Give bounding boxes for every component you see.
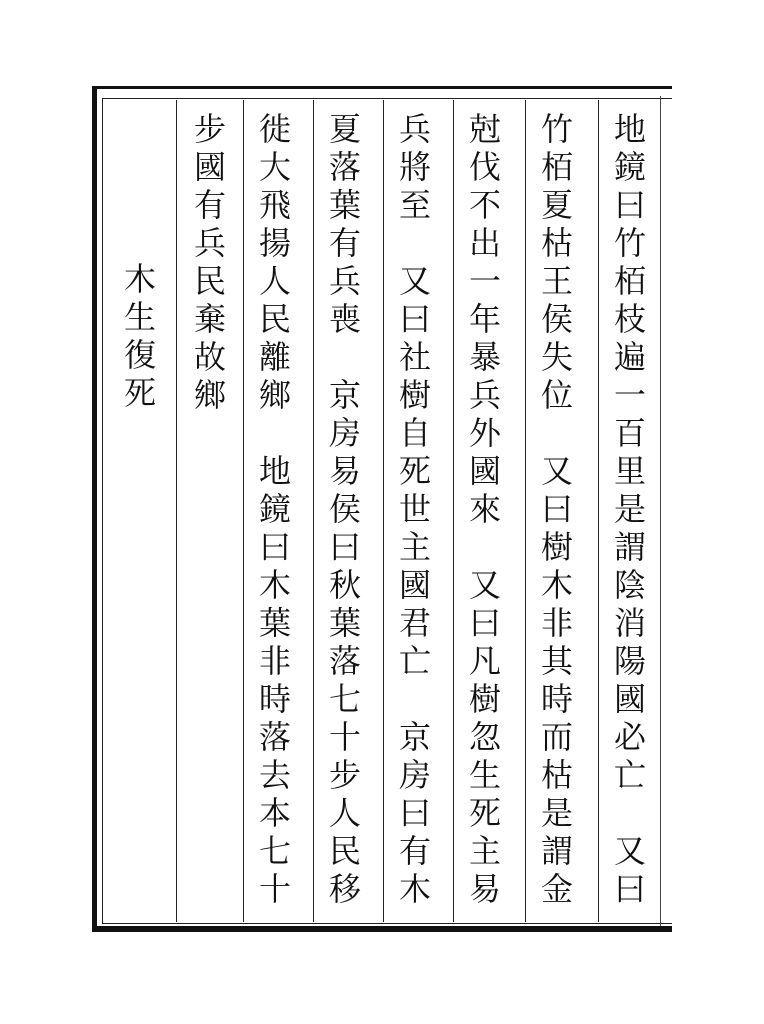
text-column-5: 夏落葉有兵喪 京房易侯曰秋葉落七十步人民移: [324, 112, 362, 910]
column-rule: [313, 100, 314, 922]
column-rule: [243, 100, 244, 922]
column-rule: [525, 100, 526, 922]
column-rule: [453, 100, 454, 922]
text-column-4: 兵將至 又曰社樹自死世主國君亡 京房曰有木: [394, 112, 432, 910]
text-column-6: 徙大飛揚人民離鄉 地鏡曰木葉非時落去本七十: [254, 112, 292, 910]
text-column-2: 竹栢夏枯王侯失位 又曰樹木非其時而枯是謂金: [536, 112, 574, 910]
column-rule: [598, 100, 599, 922]
fold-edge: [660, 96, 675, 926]
text-column-7: 步國有兵民棄故鄉: [189, 112, 227, 416]
text-column-8: 木生復死: [119, 262, 157, 414]
text-column-1: 地鏡曰竹栢枝遍一百里是謂陰消陽國必亡 又曰: [609, 112, 647, 910]
column-rule: [383, 100, 384, 922]
text-column-3: 尅伐不出一年暴兵外國來 又曰凡樹忽生死主易: [464, 112, 502, 910]
column-rule: [176, 100, 177, 922]
